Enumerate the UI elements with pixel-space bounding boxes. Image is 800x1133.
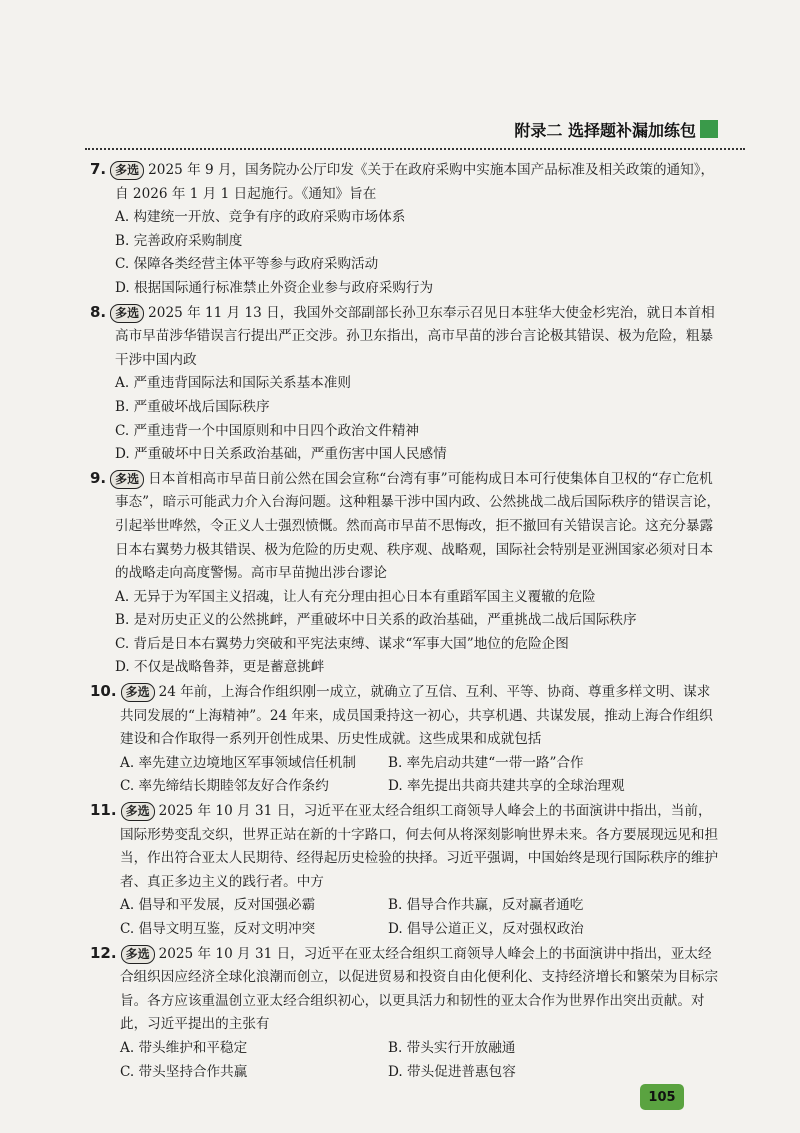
question-stem: 2025 年 11 月 13 日，我国外交部副部长孙卫东奉示召见日本驻华大使金杉宪治，就日本首相高市早苗涉华错误言行提出严正交涉。孙卫东指出，高市早苗的涉台言论极其错误、极为危险，粗暴干涉中国内政 xyxy=(115,304,715,368)
question-11 xyxy=(90,799,722,942)
question-stem: 24 年前，上海合作组织刚一成立，就确立了互信、互利、平等、协商、尊重多样文明、谋求共同发展的“上海精神”。24 年来，成员国秉持这一初心，共享机遇、共谋发展，推动上海合作组织建设和合作取得一系列开创性成果、历史性成就。这些成果和成就包括 xyxy=(120,684,713,748)
option-a: A. 无异于为军国主义招魂，让人有充分理由担心日本有重蹈军国主义覆辙的危险 xyxy=(115,588,596,605)
question-number: 8. xyxy=(90,302,107,321)
option-b: B. 是对历史正义的公然挑衅，严重破坏中日关系的政治基础，严重挑战二战后国际秩序 xyxy=(115,612,637,629)
question-8 xyxy=(90,301,722,467)
multi-select-tag: 多选 xyxy=(121,945,155,964)
option-d: D. 率先提出共商共建共享的全球治理观 xyxy=(388,778,625,795)
section-header-title: 附录二 选择题补漏加练包 xyxy=(514,121,696,140)
option-d: D. 根据国际通行标准禁止外资企业参与政府采购行为 xyxy=(115,279,434,296)
question-number: 12. xyxy=(90,943,117,962)
question-number: 9. xyxy=(90,468,107,487)
question-stem: 2025 年 10 月 31 日，习近平在亚太经合组织工商领导人峰会上的书面演讲中指出，亚太经合组织因应经济全球化浪潮而创立，以促进贸易和投资自由化便利化、支持经济增长和繁荣为目标宗旨。各方应该重温创立亚太经合组织初心，以更具活力和韧性的亚太合作为世界作出突出贡献。对此，习近平提出的主张有 xyxy=(120,945,719,1033)
option-b: B. 倡导合作共赢，反对赢者通吃 xyxy=(388,897,584,914)
option-b: B. 率先启动共建“一带一路”合作 xyxy=(388,754,584,771)
question-number: 10. xyxy=(90,682,117,701)
section-marker-square xyxy=(700,120,718,138)
question-number: 11. xyxy=(90,801,117,820)
multi-select-tag: 多选 xyxy=(121,802,155,821)
option-c: C. 倡导文明互鉴，反对文明冲突 xyxy=(120,921,316,937)
multi-select-tag: 多选 xyxy=(110,470,144,489)
option-a: A. 倡导和平发展，反对国强必霸 xyxy=(120,897,316,914)
option-c: C. 率先缔结长期睦邻友好合作条约 xyxy=(120,778,329,795)
option-c: C. 保障各类经营主体平等参与政府采购活动 xyxy=(115,256,379,273)
option-c: C. 严重违背一个中国原则和中日四个政治文件精神 xyxy=(115,422,420,439)
question-10 xyxy=(90,680,722,799)
option-d: D. 严重破坏中日关系政治基础，严重伤害中国人民感情 xyxy=(115,446,447,463)
question-stem: 2025 年 10 月 31 日，习近平在亚太经合组织工商领导人峰会上的书面演讲中指出，当前，国际形势变乱交织，世界正站在新的十字路口，何去何从将深刻影响世界未来。各方要展现远见和担当，作出符合亚太人民期待、经得起历史检验的抉择。习近平强调，中国始终是现行国际秩序的维护者、真正多边主义的践行者。中方 xyxy=(120,803,719,890)
question-7 xyxy=(90,158,722,301)
multi-select-tag: 多选 xyxy=(110,161,144,180)
question-list xyxy=(90,158,722,1084)
multi-select-tag: 多选 xyxy=(121,683,155,702)
question-number: 7. xyxy=(90,160,107,178)
option-a: A. 构建统一开放、竞争有序的政府采购市场体系 xyxy=(115,209,406,226)
question-stem: 日本首相高市早苗日前公然在国会宣称“台湾有事”可能构成日本可行使集体自卫权的“存亡危机事态”，暗示可能武力介入台海问题。这种粗暴干涉中国内政、公然挑战二战后国际秩序的错误言论，引起举世哗然，令正义人士强烈愤慨。然而高市早苗不思悔改，拒不撤回有关错误言论。这充分暴露日本右翼势力极其错误、极为危险的历史观、秩序观、战略观，国际社会特别是亚洲国家必须对日本的战略走向高度警惕。高市早苗抛出涉台谬论 xyxy=(115,470,721,582)
option-a: A. 带头维护和平稳定 xyxy=(120,1039,248,1056)
page-number-badge: 105 xyxy=(640,1084,684,1110)
question-stem: 2025 年 9 月，国务院办公厅印发《关于在政府采购中实施本国产品标准及相关政策的通知》，自 2026 年 1 月 1 日起施行。《通知》旨在 xyxy=(115,162,715,202)
option-b: B. 完善政府采购制度 xyxy=(115,232,243,249)
question-12 xyxy=(90,942,722,1085)
option-d: D. 倡导公道正义，反对强权政治 xyxy=(388,921,584,937)
option-d: D. 不仅是战略鲁莽，更是蓄意挑衅 xyxy=(115,659,325,676)
option-a: A. 严重违背国际法和国际关系基本准则 xyxy=(115,375,351,392)
option-c: C. 带头坚持合作共赢 xyxy=(120,1063,248,1080)
header-dotted-divider xyxy=(85,148,745,150)
multi-select-tag: 多选 xyxy=(110,304,144,323)
option-c: C. 背后是日本右翼势力突破和平宪法束缚、谋求“军事大国”地位的危险企图 xyxy=(115,635,569,652)
option-b: B. 带头实行开放融通 xyxy=(388,1039,516,1056)
option-a: A. 率先建立边境地区军事领域信任机制 xyxy=(120,754,356,771)
option-b: B. 严重破坏战后国际秩序 xyxy=(115,398,270,415)
option-d: D. 带头促进普惠包容 xyxy=(388,1063,516,1080)
question-9 xyxy=(90,467,722,680)
